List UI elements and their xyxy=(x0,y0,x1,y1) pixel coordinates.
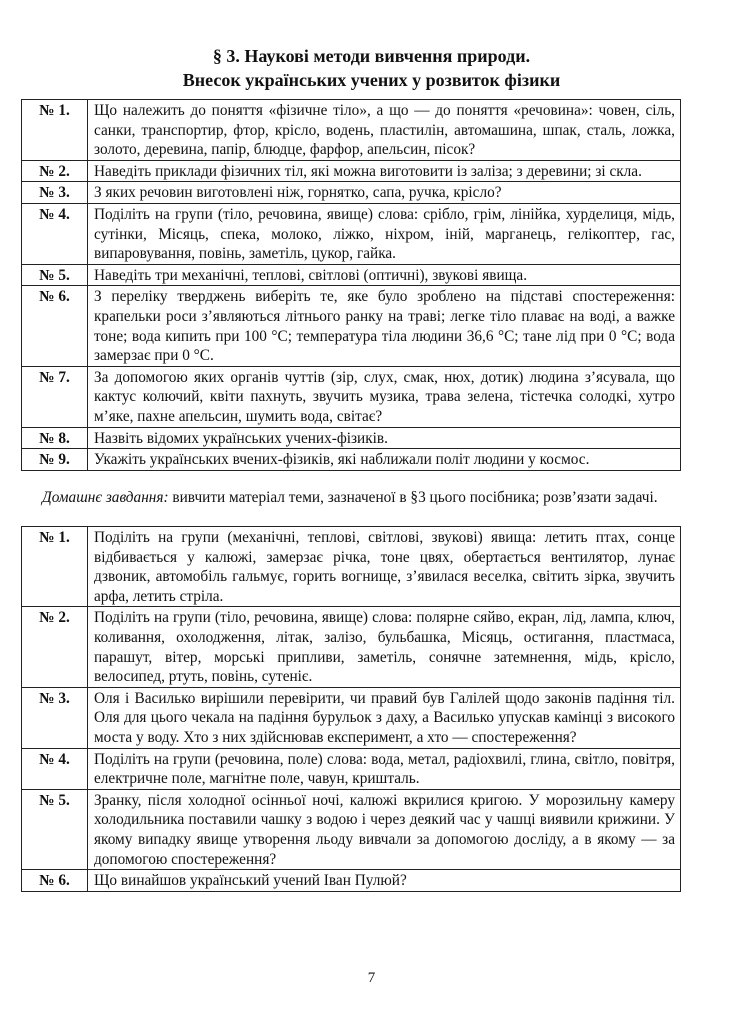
task-text: Що належить до поняття «фізичне тіло», а що — до поняття «речовина»: човен, сіль, санки, транспортир, фтор, крісло, водень, пластилін, автомашина, шпак, сталь, ложка, золото, деревина, папір, блюдце, фарфор, апельсин, пісок? xyxy=(88,100,681,161)
task-number: № 3. xyxy=(22,182,88,204)
task-number: № 8. xyxy=(22,427,88,449)
task-text: Оля і Василько вирішили перевірити, чи правий був Галілей щодо законів падіння тіл. Оля для цього чекала на падіння бурульок з даху, а Василько упускав камінці з високого моста у воду. Хто з них здійснював експеримент, а хто — спостереження? xyxy=(88,687,681,748)
task-number: № 2. xyxy=(22,607,88,687)
task-text: З переліку тверджень виберіть те, яке було зроблено на підставі спостереження: крапельки роси з’являються літнього ранку на траві; легке тіло плаває на воді, а важке тоне; вода кипить при 100 °С; температура тіла людини 36,6 °С; тане лід при 0 °С; вода замерзає при 0 °С. xyxy=(88,286,681,366)
task-text: Поділіть на групи (речовина, поле) слова: вода, метал, радіохвилі, глина, світло, повітря, електричне поле, магнітне поле, чавун, кришталь. xyxy=(88,748,681,789)
task-text: Поділіть на групи (тіло, речовина, явище) слова: полярне сяйво, екран, лід, лампа, ключ, коливання, охолодження, літак, залізо, бульбашка, Місяць, остигання, пластмаса, парашут, вітер, морські припливи, заметіль, сонячне затемнення, мідь, крісло, велосипед, ртуть, повінь, сутеніє. xyxy=(88,607,681,687)
table-row xyxy=(22,527,681,607)
table-row xyxy=(22,203,681,264)
page-number: 7 xyxy=(367,970,376,986)
task-number: № 6. xyxy=(22,286,88,366)
task-number: № 2. xyxy=(22,160,88,182)
homework-text: вивчити матеріал теми, зазначеної в §3 цього посібника; розв’язати задачі. xyxy=(168,489,658,506)
table-row xyxy=(22,870,681,892)
task-text: Наведіть три механічні, теплові, світлові (оптичні), звукові явища. xyxy=(88,264,681,286)
table-row xyxy=(22,100,681,161)
task-text: Поділіть на групи (тіло, речовина, явище) слова: срібло, грім, лінійка, хурделиця, мідь, сутінки, Місяць, спека, молоко, ліжко, ніхром, іній, марганець, гелікоптер, гас, випаровування, повінь, заметіль, цукор, гайка. xyxy=(88,203,681,264)
task-number: № 7. xyxy=(22,366,88,427)
task-number: № 6. xyxy=(22,870,88,892)
task-number: № 5. xyxy=(22,789,88,869)
home-tasks-table xyxy=(21,526,681,892)
table-row xyxy=(22,449,681,471)
task-number: № 9. xyxy=(22,449,88,471)
task-number: № 4. xyxy=(22,203,88,264)
task-text: Що винайшов український учений Іван Пулюй? xyxy=(88,870,681,892)
table-row xyxy=(22,366,681,427)
title-line-2: Внесок українських учених у розвиток фізики xyxy=(182,70,561,90)
task-text: Укажіть українських вчених-фізиків, які наближали політ людини у космос. xyxy=(88,449,681,471)
class-tasks-table xyxy=(21,99,681,471)
task-number: № 1. xyxy=(22,100,88,161)
table-row xyxy=(22,789,681,869)
table-row xyxy=(22,160,681,182)
table-row xyxy=(22,286,681,366)
table-row xyxy=(22,748,681,789)
task-number: № 4. xyxy=(22,748,88,789)
task-text: За допомогою яких органів чуттів (зір, слух, смак, нюх, дотик) людина з’ясувала, що кактус колючий, квіти пахнуть, звучить музика, трава зелена, тістечка солодкі, хутро м’яке, пахне апельсин, шумить вода, світає? xyxy=(88,366,681,427)
table-row xyxy=(22,427,681,449)
task-text: Поділіть на групи (механічні, теплові, світлові, звукові) явища: летить птах, сонце відбивається у калюжі, замерзає річка, тоне цвях, обертається вентилятор, лунає дзвоник, автомобіль гальмує, горить вогнище, з’явилася веселка, світить зірка, звучить арфа, летить стріла. xyxy=(88,527,681,607)
homework-label: Домашнє завдання: xyxy=(42,489,169,506)
table-row xyxy=(22,607,681,687)
task-number: № 3. xyxy=(22,687,88,748)
title-line-1: § 3. Наукові методи вивчення природи. xyxy=(212,46,531,66)
table-row xyxy=(22,264,681,286)
table-row xyxy=(22,182,681,204)
task-text: Зранку, після холодної осінньої ночі, калюжі вкрилися кригою. У морозильну камеру холодильника поставили чашку з водою і через деякий час у чашці виявили крижини. У якому випадку явище утворення льоду вивчали за допомогою досліду, а в якому — за допомогою спостереження? xyxy=(88,789,681,869)
page-title xyxy=(0,44,743,92)
task-text: З яких речовин виготовлені ніж, горнятко, сапа, ручка, крісло? xyxy=(88,182,681,204)
task-text: Назвіть відомих українських учених-фізиків. xyxy=(88,427,681,449)
table-row xyxy=(22,687,681,748)
task-text: Наведіть приклади фізичних тіл, які можна виготовити із заліза; з деревини; зі скла. xyxy=(88,160,681,182)
homework-note xyxy=(42,488,670,508)
task-number: № 1. xyxy=(22,527,88,607)
task-number: № 5. xyxy=(22,264,88,286)
